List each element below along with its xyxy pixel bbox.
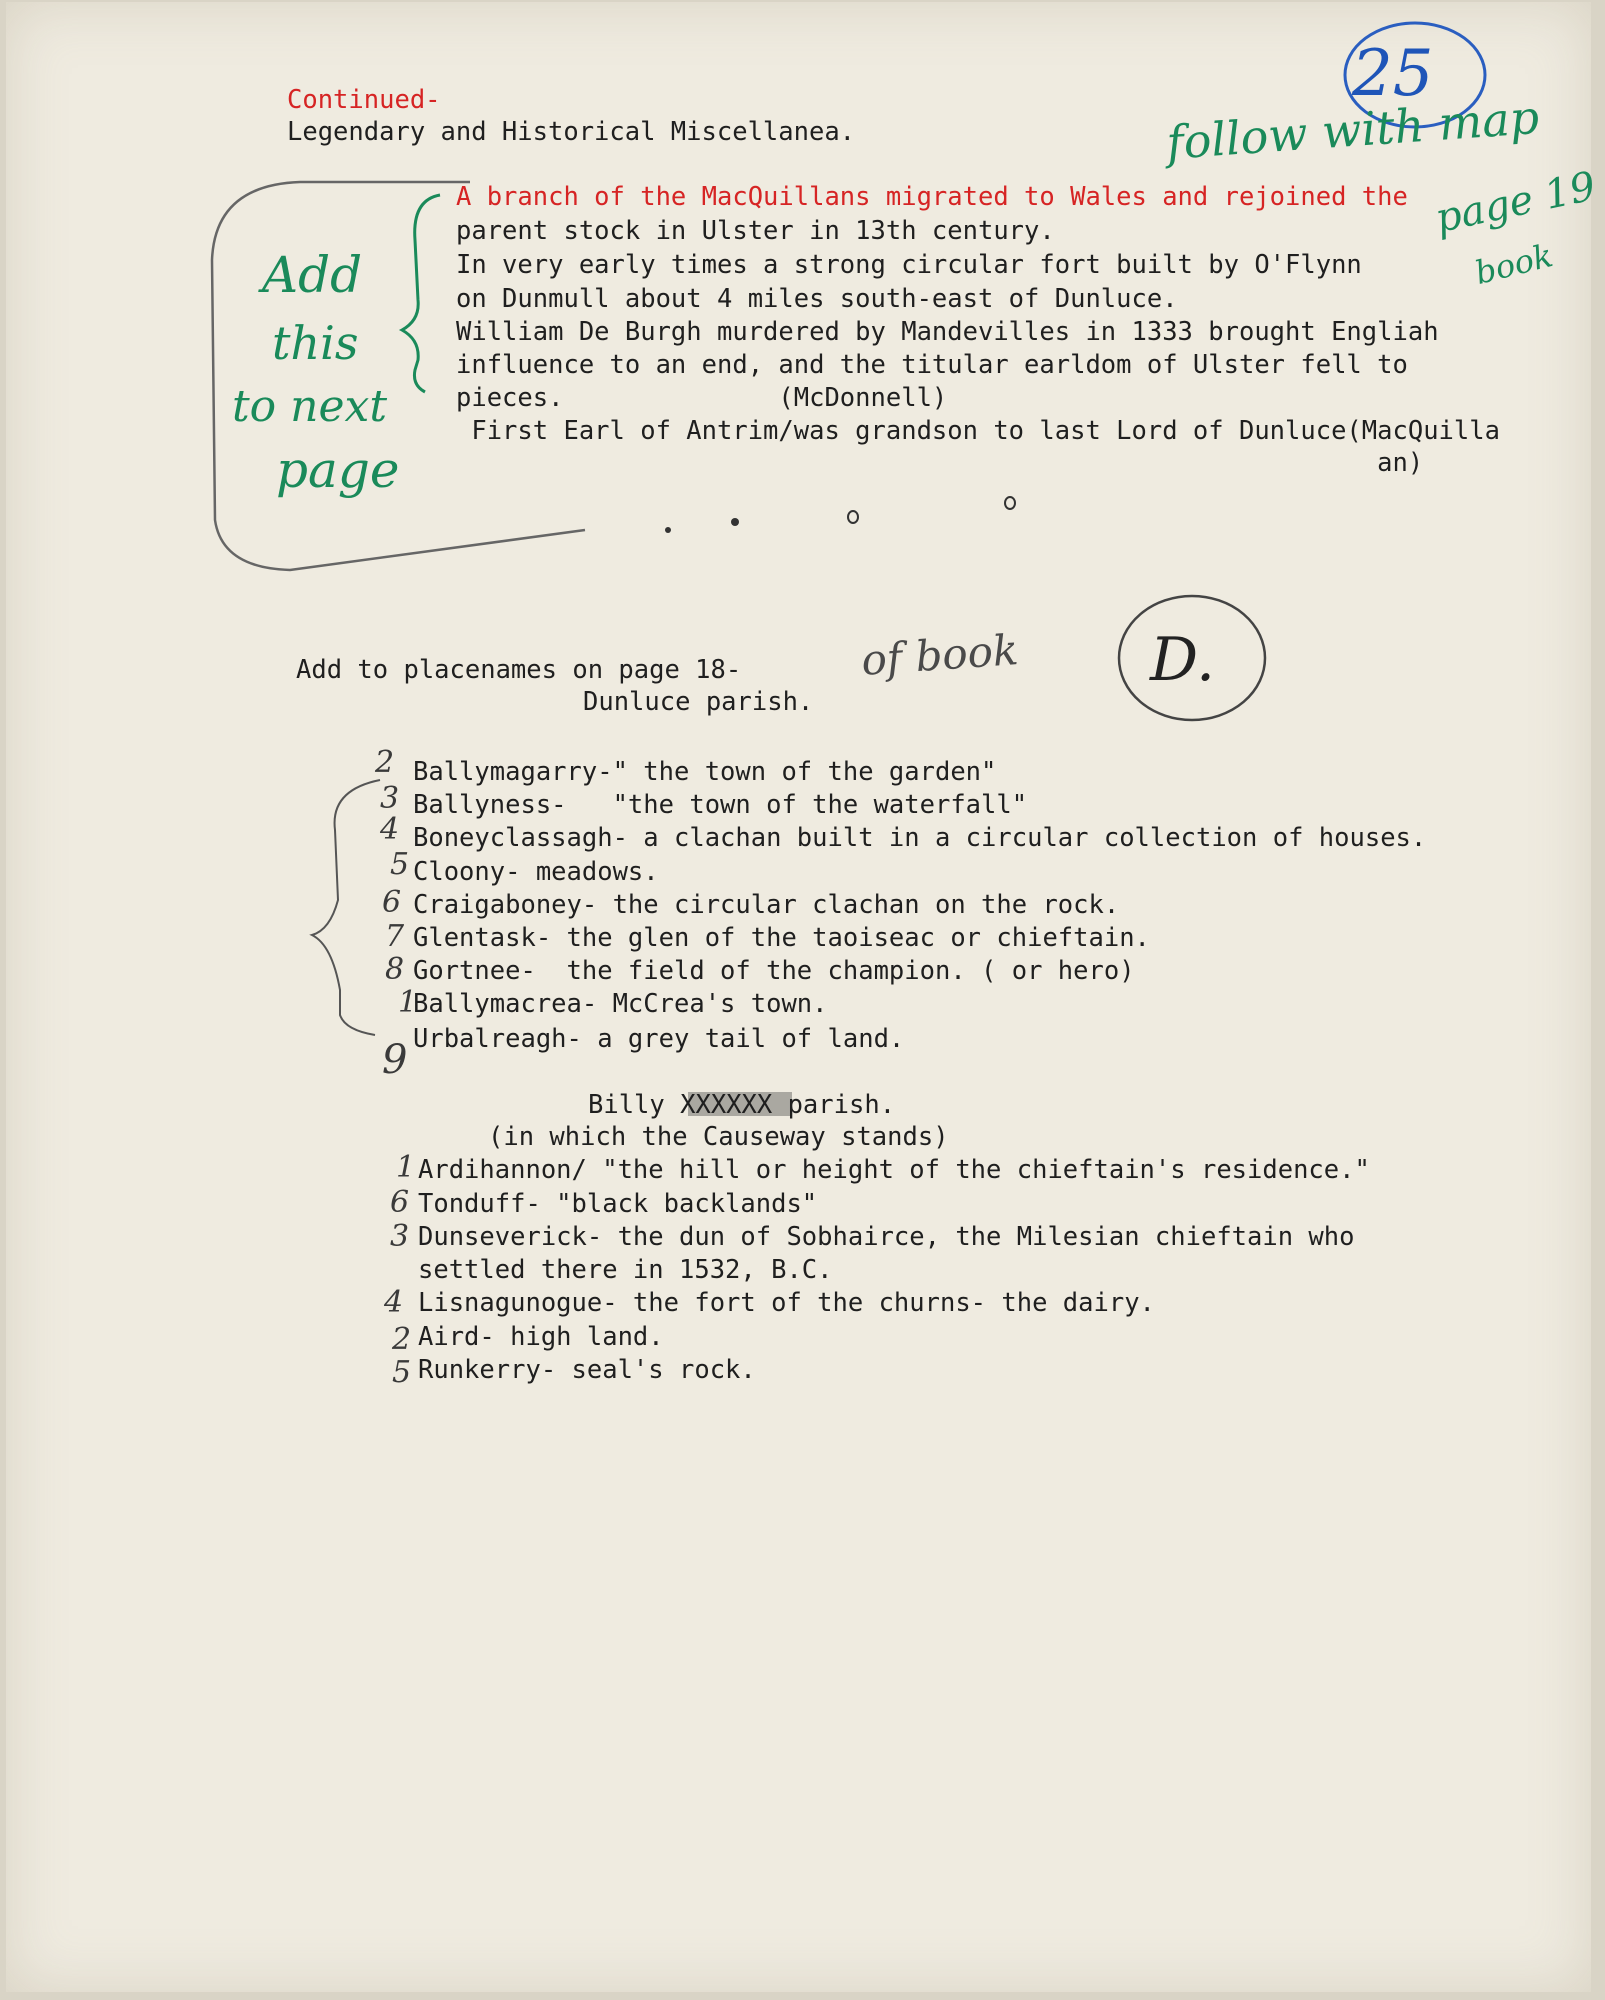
item-number: 9 (382, 1037, 408, 1083)
list-item: Craigaboney- the circular clachan on the rock. (413, 890, 1120, 920)
item-number: 6 (382, 885, 402, 920)
misc-line: an) (456, 448, 1424, 478)
item-number: 1 (396, 1150, 416, 1185)
list-item: Dunseverick- the dun of Sobhairce, the Milesian chieftain who (418, 1222, 1355, 1252)
list-item: Gortnee- the field of the champion. ( or hero) (413, 956, 1135, 986)
item-number: 6 (390, 1185, 410, 1220)
item-number: 2 (392, 1322, 412, 1357)
misc-line: In very early times a strong circular fort built by O'Flynn (456, 250, 1362, 280)
item-number: 2 (375, 745, 395, 780)
item-number: 5 (390, 847, 410, 882)
list-item: Aird- high land. (418, 1322, 664, 1352)
page-title: Legendary and Historical Miscellanea. (287, 117, 856, 147)
list-brace (312, 780, 380, 1035)
circled-letter: D. (1150, 625, 1216, 695)
misc-line: First Earl of Antrim/was grandson to last Lord of Dunluce(MacQuilla (456, 416, 1500, 446)
list-item: Ardihannon/ "the hill or height of the chieftain's residence." (418, 1155, 1370, 1185)
billy-subheading: (in which the Causeway stands) (488, 1122, 949, 1152)
list-item: Cloony- meadows. (413, 857, 659, 887)
item-number: 4 (384, 1285, 404, 1320)
follow-note: follow with map (1164, 89, 1541, 170)
list-item: Ballymagarry-" the town of the garden" (413, 757, 997, 787)
billy-heading: Billy XXXXXX parish. (588, 1090, 896, 1120)
continued-label: Continued- (287, 85, 441, 115)
add-note-line-4: page (276, 441, 400, 499)
add-note-line-3: to next (232, 381, 388, 432)
misc-line: William De Burgh murdered by Mandevilles in 1333 brought Engliah (456, 317, 1439, 347)
page-ref-note: page 19 (1431, 163, 1600, 243)
item-number: 5 (392, 1355, 412, 1390)
page-number: 25 (1352, 37, 1434, 111)
red-line: A branch of the MacQuillans migrated to Wales and rejoined the (456, 182, 1408, 212)
misc-line: pieces. (McDonnell) (456, 383, 948, 413)
list-item: Lisnagunogue- the fort of the churns- the dairy. (418, 1288, 1155, 1318)
misc-line: parent stock in Ulster in 13th century. (456, 216, 1055, 246)
add-note-line-1: Add (262, 246, 363, 304)
list-item: Boneyclassagh- a clachan built in a circular collection of houses. (413, 823, 1427, 853)
misc-line: on Dunmull about 4 miles south-east of Dunluce. (456, 284, 1178, 314)
list-item: settled there in 1532, B.C. (418, 1255, 833, 1285)
dunluce-heading: Dunluce parish. (583, 687, 814, 717)
list-item: Runkerry- seal's rock. (418, 1355, 756, 1385)
placenames-intro: Add to placenames on page 18- (296, 655, 742, 685)
item-number: 1 (398, 985, 418, 1020)
of-book-note: of book (859, 625, 1020, 685)
item-number: 7 (385, 919, 405, 954)
item-number: 3 (390, 1219, 410, 1254)
green-brace (402, 195, 440, 392)
add-note-line-2: this (272, 316, 359, 370)
list-item: Tonduff- "black backlands" (418, 1189, 818, 1219)
list-item: Ballymacrea- McCrea's town. (413, 989, 828, 1019)
book-ref-note: book (1471, 236, 1557, 292)
list-item: Urbalreagh- a grey tail of land. (413, 1024, 905, 1054)
list-item: Ballyness- "the town of the waterfall" (413, 790, 1028, 820)
list-item: Glentask- the glen of the taoiseac or chieftain. (413, 923, 1150, 953)
item-number: 3 (380, 781, 400, 816)
misc-line: influence to an end, and the titular earldom of Ulster fell to (456, 350, 1408, 380)
item-number: 8 (385, 952, 405, 987)
item-number: 4 (380, 812, 400, 847)
